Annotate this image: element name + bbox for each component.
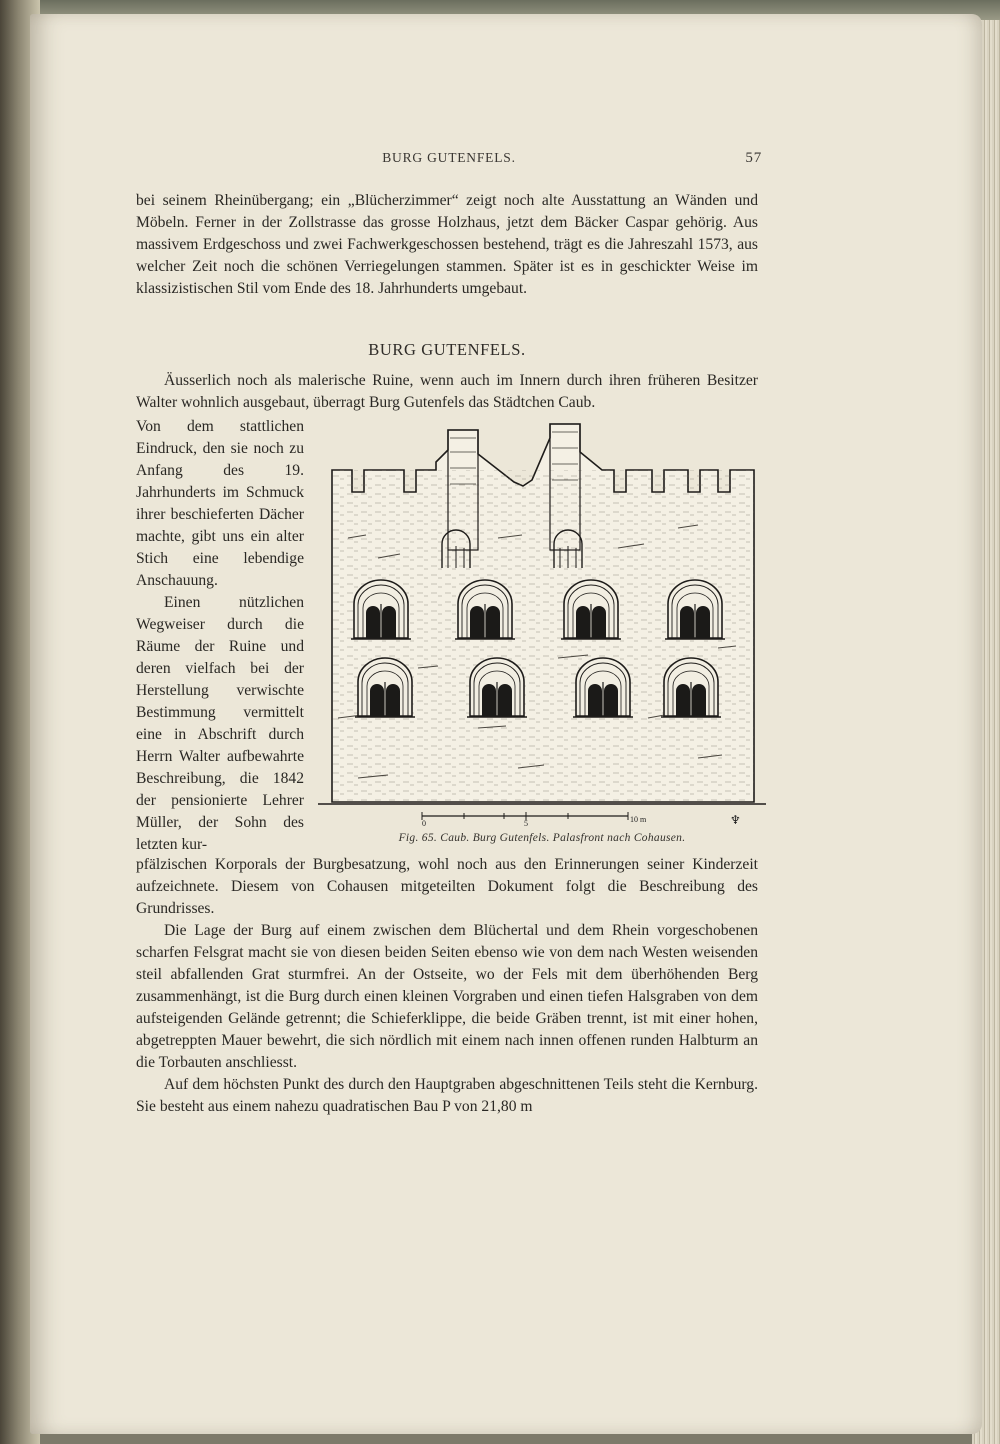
side-column	[136, 416, 304, 856]
paragraph-intro: Äusserlich noch als malerische Ruine, wenn auch im Innern durch ihren früheren Besitzer Walter wohnlich ausgebaut, überragt Burg Gutenfels das Städtchen Caub.	[136, 372, 758, 411]
page-number: 57	[745, 150, 762, 166]
paragraph-kernburg: Auf dem höchsten Punkt des durch den Hauptgraben abgeschnittenen Teils steht die Kernburg. Sie besteht aus einem nahezu quadratischen Bau P von 21,80 m	[136, 1076, 758, 1115]
scale-label-5: 5	[524, 819, 528, 828]
section-heading: BURG GUTENFELS.	[368, 340, 526, 359]
side-text-stich: Von dem stattlichen Eindruck, den sie noch zu Anfang des 19. Jahrhunderts im Schmuck ihrer beschieferten Dächer machte, gibt uns ein alter Stich eine lebendige Anschauung.	[136, 418, 304, 589]
figure-palasfront	[318, 418, 766, 830]
side-text-wegweiser: Einen nützlichen Wegweiser durch die Räume der Ruine und deren vielfach bei der Herstellung verwischte Bestimmung vermittelt eine in Abschrift durch Herrn Walter aufbewahrte Beschreibung, die 1842 der pensionierte Lehrer Müller, der Sohn des letzten kur-	[136, 594, 304, 853]
palasfront-drawing	[318, 418, 766, 830]
paragraph-rheinuebergang: bei seinem Rheinübergang; ein „Blücherzimmer“ zeigt noch alte Ausstattung an Wänden und Möbeln. Ferner in der Zollstrasse das grosse Holzhaus, jetzt dem Bäcker Caspar gehörig. Aus massivem Erdgeschoss und zwei Fachwerkgeschossen bestehend, trägt es die Jahreszahl 1573, aus welcher Zeit noch die schönen Verriegelungen stammen. Später ist es in geschickter Weise im klassizistischen Stil vom Ende des 18. Jahrhunderts umgebaut.	[136, 192, 758, 297]
scale-label-10m: 10 m	[630, 815, 647, 824]
scale-label-0: 0	[422, 819, 426, 828]
running-head-title: BURG GUTENFELS.	[382, 150, 516, 165]
running-head	[136, 150, 762, 170]
paragraph-continuation: pfälzischen Korporals der Burgbesatzung, wohl noch aus den Erinnerungen seiner Kinderzeit aufzeichnete. Diesem von Cohausen mitgeteilten Dokument folgt die Beschreibung des Grundrisses.	[136, 856, 758, 917]
figure-caption: Fig. 65. Caub. Burg Gutenfels. Palasfront nach Cohausen.	[398, 832, 686, 844]
scale-bar	[422, 812, 647, 828]
engraver-monogram: ♆	[730, 813, 741, 827]
paragraph-lage: Die Lage der Burg auf einem zwischen dem Blüchertal und dem Rhein vorgeschobenen scharfen Felsgrat macht sie von diesen beiden Seiten ebenso wie von dem nach Westen weisenden steil abfallenden Grat sturmfrei. An der Ostseite, wo der Fels mit dem überhöhenden Berg zusammenhängt, ist die Burg durch einen kleinen Vorgraben und einen tiefen Halsgraben von dem aufsteigenden Gelände getrennt; die Schieferklippe, die beide Gräben trennt, ist mit einer hohen, abgetreppten Mauer bewehrt, die sich nördlich mit einem nach innen offenen runden Halbturm an die Torbauten anschliesst.	[136, 922, 758, 1071]
